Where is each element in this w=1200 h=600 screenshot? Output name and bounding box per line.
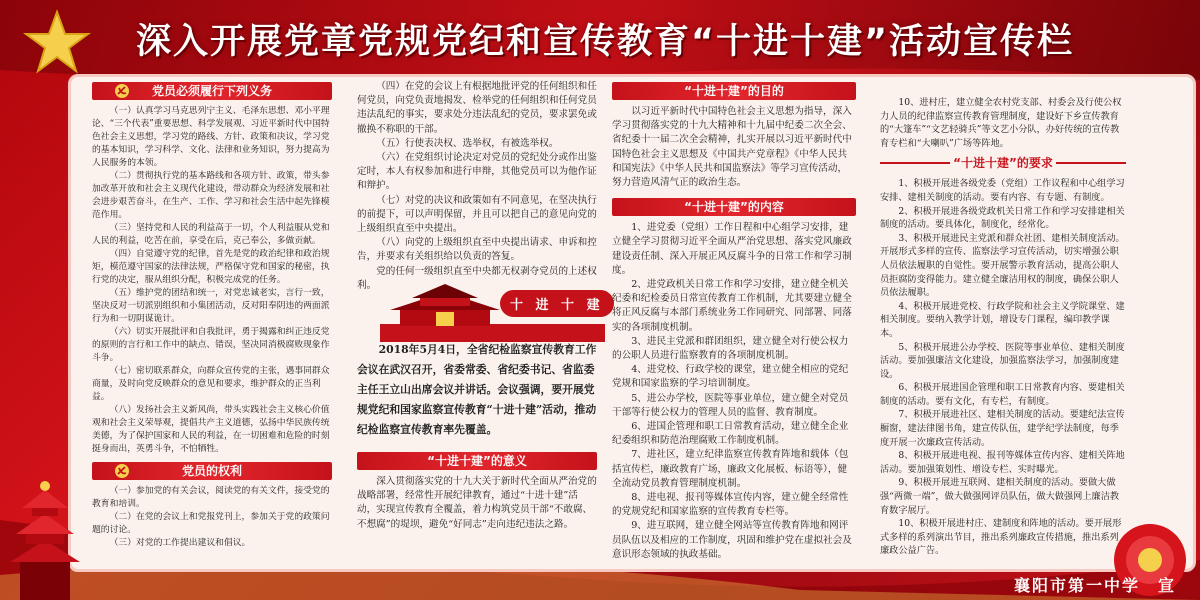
right-item: （八）向党的上级组织直至中央提出请求、申诉和控告，并要求有关组织给以负责的答复。 — [357, 237, 597, 263]
content-title: “十进十建”的内容 — [612, 198, 856, 216]
duties-title-bar — [92, 82, 332, 100]
requirement-item: 5、积极开展进公办学校、医院等事业单位、建相关制度活动。要加强廉洁文化建设，加强监察法学习，加强制度建设。 — [880, 341, 1125, 380]
duty-item: （四）自觉遵守党的纪律，首先是党的政治纪律和政治规矩，模范遵守国家的法律法规，严格保守党和国家的秘密，执行党的决定，服从组织分配，积极完成党的任务。 — [92, 249, 330, 285]
rights-title-bar — [92, 462, 332, 480]
column-requirements — [880, 96, 1126, 558]
requirement-item: 1、积极开展进各级党委（党组）工作议程和中心组学习安排、建相关制度的活动。要有内容、有专题、有制度。 — [880, 178, 1125, 203]
requirement-item: 3、积极开展进民主党派和群众社团、建相关制度活动。开展形式多样的宣传、监察法学习宣传活动，切实增强公职人员依法履职的自觉性。要开展警示教育活动，提高公职人员拒腐防变得能力。建立健全廉洁用权的制度，确保公职人员依法履职。 — [880, 232, 1125, 299]
page-title: 深入开展党章党规党纪和宣传教育“十进十建”活动宣传栏 — [135, 22, 1074, 62]
content-item: 4、进党校、行政学校的课堂，建立健全相应的党纪党规和国家监察的学习培训制度。 — [612, 364, 849, 390]
meaning-text: 深入贯彻落实党的十九大关于新时代全面从严治党的战略部署，经常性开展纪律教育，通过“十进十建”活动，实现宣传教育全覆盖，着力构筑党员干部“不敢腐、不想腐”的堤坝，避免“好同志”走向违纪违法之路。 — [357, 476, 597, 530]
right-item: （六）在党组织讨论决定对党员的党纪处分或作出鉴定时，本人有权参加和进行申辩，其他党员可以为他作证和辩护。 — [357, 152, 597, 192]
temple-of-heaven-icon — [0, 440, 90, 600]
content-item: 9、进互联网，建立健全网站等宣传教育阵地和网评员队伍以及相应的工作制度，巩固和维护党在虚拟社会及意识形态领域的执政基础。 — [612, 520, 852, 560]
purpose-title: “十进十建”的目的 — [612, 82, 856, 100]
requirements-title: “十进十建”的要求 — [953, 156, 1053, 171]
title-divider-left — [880, 162, 950, 164]
party-emblem-icon — [114, 83, 130, 99]
news-paragraph: 2018年5月4日，全省纪检监察宣传教育工作会议在武汉召开，省委常委、省纪委书记、省监委主任王立山出席会议并讲话。会议强调，要开展党规党纪和国家监察宣传教育“十进十建”活动，推动纪检监察宣传教育率先覆盖。 — [357, 343, 597, 436]
requirement-item: 4、积极开展进党校、行政学院和社会主义学院课堂、建相关制度。要纳入教学计划，增设专门课程，编印教学课本。 — [880, 300, 1125, 339]
content-item: 3、进民主党派和群团组织，建立健全对行使公权力的公职人员进行监察教育的各项制度机制。 — [612, 335, 849, 362]
requirement-item: 10、积极开展进村庄、建制度和阵地的活动。要开展形式多样的系列演出节目，推出系列廉政宣传措施，推出系列廉政公益广告。 — [880, 518, 1122, 557]
content-item: 7、进社区，建立纪律监察宣传教育阵地和载体（包括宣传栏，廉政教育广场，廉政文化展板、标语等），健全流动党员教育管理制度机制。 — [612, 449, 849, 489]
right-item: （五）行使表决权、选举权，有被选举权。 — [376, 137, 559, 149]
requirement-item: 2、积极开展进各级党政机关日常工作和学习安排建相关制度的活动。要具体化，制度化，经常化。 — [880, 205, 1125, 231]
meaning-title: “十进十建”的意义 — [357, 452, 597, 470]
meaning-section — [357, 450, 597, 532]
column-rights-continued — [357, 80, 597, 293]
duty-item: （七）密切联系群众，向群众宣传党的主张，遇事同群众商量，及时向党反映群众的意见和要求，维护群众的正当利益。 — [92, 366, 330, 402]
right-item: （七）对党的决议和政策如有不同意见，在坚决执行的前提下，可以声明保留，并且可以把自己的意见向党的上级组织直至中央提出。 — [357, 194, 597, 235]
content-item: 6、进国企管理和职工日常教育活动，建立健全企业纪委组织和防范治理腐败工作制度机制。 — [612, 421, 849, 447]
duty-item: （一）认真学习马克思列宁主义、毛泽东思想、邓小平理论、“三个代表”重要思想、科学发展观、习近平新时代中国特色社会主义思想，学习党的路线、方针、政策和决议，学习党的基本知识，学习科学、文化、法律和业务知识，努力提高为人民服务的本领。 — [92, 106, 330, 168]
requirement-item: 7、积极开展进社区、建相关制度的活动。要建纪法宣传橱窗，建法律图书角，建宣传队伍，建学纪学法制度，每季度开展一次廉政宣传活动。 — [880, 409, 1125, 448]
star-icon — [22, 8, 92, 78]
requirement-item: 9、积极开展进互联网、建相关制度的活动。要做大做强“两微一端”，做大做强网评员队伍，做大做强网上廉洁教育数字展厅。 — [880, 477, 1120, 516]
rights-title: 党员的权利 — [181, 464, 242, 478]
duty-item: （六）切实开展批评和自我批评，勇于揭露和纠正违反党的原则的言行和工作中的缺点、错误，坚决同消极腐败现象作斗争。 — [92, 327, 330, 363]
ten-ten-badge: 十 进 十 建 — [500, 290, 614, 317]
content-item: 8、进电视、报刊等媒体宣传内容，建立健全经常性的党规党纪和国家监察的宣传教育专栏等。 — [612, 492, 849, 518]
right-item: 党的任何一级组织直至中央都无权剥夺党员的上述权利。 — [357, 265, 597, 291]
column-duties — [92, 80, 332, 550]
content-item: 10、进村庄，建立健全农村党支部、村委会及行使公权力人员的纪律监察宣传教育管理制度，建设好下乡宣传教育的“大篷车”“文艺轻骑兵”等文艺小分队，办好传统的宣传教育专栏和“大喇叭”广场等阵地。 — [880, 97, 1122, 149]
duty-item: （八）发扬社会主义新风尚，带头实践社会主义核心价值观和社会主义荣辱观，提倡共产主义道德，弘扬中华民族传统美德，为了保护国家和人民的利益，在一切困难和危险的时刻挺身而出，英勇斗争，不怕牺牲。 — [92, 405, 330, 454]
duty-item: （三）坚持党和人民的利益高于一切，个人利益服从党和人民的利益，吃苦在前，享受在后，克己奉公，多做贡献。 — [92, 223, 330, 246]
party-emblem-icon — [114, 463, 130, 479]
content-item: 5、进公办学校，医院等事业单位，建立健全对党员干部等行使公权力的管理人员的监督、教育制度。 — [612, 392, 849, 418]
right-item: （一）参加党的有关会议，阅读党的有关文件，接受党的教育和培训。 — [92, 486, 330, 509]
duty-item: （二）贯彻执行党的基本路线和各项方针、政策，带头参加改革开放和社会主义现代化建设，带动群众为经济发展和社会进步艰苦奋斗，在生产、工作、学习和社会生活中起先锋模范作用。 — [92, 171, 330, 220]
requirements-title-bar — [880, 154, 1126, 172]
purpose-text: 以习近平新时代中国特色社会主义思想为指导，深入学习贯彻落实党的十九大精神和十九届中纪委二次全会、省纪委十一届二次全会精神，扎实开展以习近平新时代中国特色社会主义思想及《中国共产党章程》《中华人民共和国宪法》《中华人民共和国监察法》等学习宣传活动，努力营造风清气正的政治生态。 — [612, 106, 852, 189]
footer-school-name: 襄阳市第一中学 宣 — [1013, 576, 1176, 595]
right-item: （三）对党的工作提出建议和倡议。 — [109, 538, 251, 548]
header — [0, 0, 1200, 74]
right-item: （四）在党的会议上有根据地批评党的任何组织和任何党员，向党负责地揭发、检举党的任何组织和任何党员违法乱纪的事实，要求处分违法乱纪的党员，要求罢免或撤换不称职的干部。 — [357, 81, 597, 135]
duty-item: （五）维护党的团结和统一，对党忠诚老实，言行一致，坚决反对一切派别组织和小集团活动，反对阳奉阴违的两面派行为和一切阴谋诡计。 — [92, 288, 330, 324]
requirement-item: 6、积极开展进国企管理和职工日常教育内容、要建相关制度的活动。要有文化，有专栏，有制度。 — [880, 382, 1125, 407]
requirement-item: 8、积极开展进电视、报刊等媒体宣传内容、建相关阵地活动。要加强策划性、增设专栏、实时曝光。 — [880, 450, 1125, 475]
right-item: （二）在党的会议上和党报党刊上，参加关于党的政策问题的讨论。 — [92, 512, 330, 535]
content-item: 2、进党政机关日常工作和学习安排，建立健全机关纪委和纪检委员日常宣传教育工作机制，尤其要建立健全将正风反腐与本部门系统业务工作同研究、同部署、同落实的各项制度机制。 — [612, 279, 852, 333]
duties-title: 党员必须履行下列义务 — [151, 84, 272, 98]
title-divider-right — [1056, 162, 1126, 164]
content-item: 1、进党委（党组）工作日程和中心组学习安排，建立健全学习贯彻习近平全面从严治党思想、落实党风廉政建设责任制、深入开展正风反腐斗争的日常工作和学习制度。 — [612, 222, 852, 276]
column-purpose-content — [612, 80, 856, 562]
